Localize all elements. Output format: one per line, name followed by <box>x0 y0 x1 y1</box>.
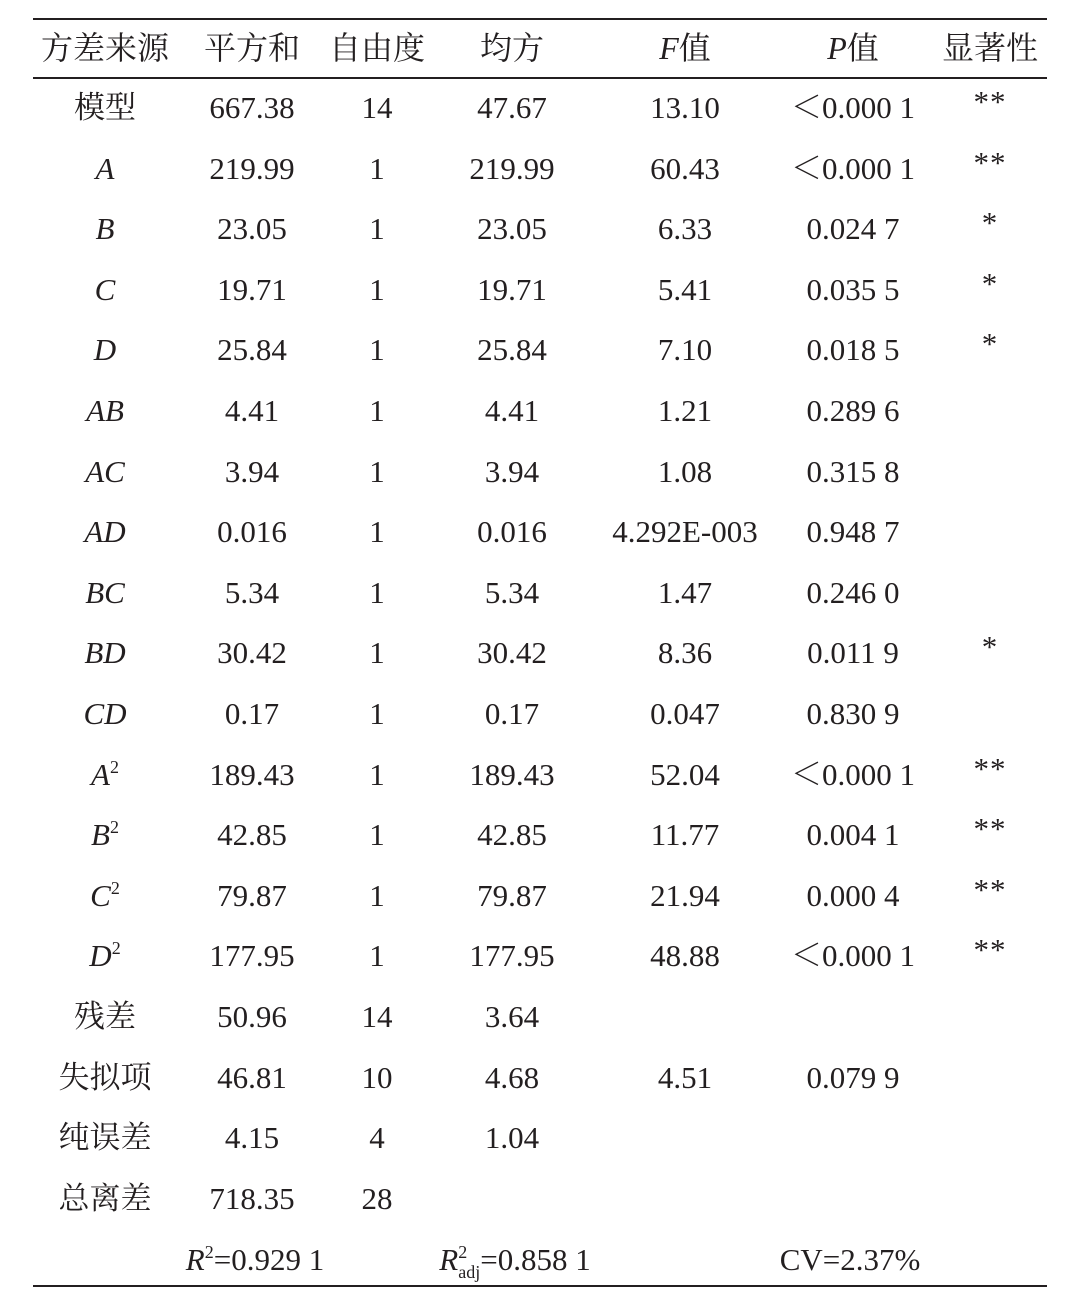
cell-mean-square-text: 4.68 <box>484 1059 540 1095</box>
cell-f-value-text: 1.47 <box>657 574 713 610</box>
cell-f-value-text: 4.51 <box>657 1059 713 1095</box>
source-label: 模型 <box>74 90 136 125</box>
cell-p-value-text: ＜0.000 1 <box>791 756 915 792</box>
cell-degrees-of-freedom <box>327 139 427 199</box>
cell-mean-square-text: 30.42 <box>477 635 547 671</box>
header-degrees-of-freedom: 自由度 <box>328 30 425 66</box>
cell-degrees-of-freedom-text: 1 <box>369 514 385 550</box>
cell-sum-of-squares-text: 4.41 <box>224 393 280 428</box>
cell-significance <box>933 78 1047 138</box>
cell-mean-square-text: 47.67 <box>477 90 547 125</box>
cell-significance-text: ** <box>973 144 1007 180</box>
cell-p-value-text: ＜0.000 1 <box>791 938 915 974</box>
header-significance: 显著性 <box>941 30 1038 66</box>
source-label: BC <box>85 574 125 610</box>
source-label: 纯误差 <box>58 1120 152 1156</box>
cell-degrees-of-freedom-text: 1 <box>369 211 385 247</box>
cell-mean-square <box>427 139 597 199</box>
cell-mean-square-text: 79.87 <box>477 877 547 913</box>
cell-source <box>33 987 177 1047</box>
cell-sum-of-squares <box>177 260 327 320</box>
cell-p-value-text: 0.948 7 <box>806 514 900 550</box>
cell-degrees-of-freedom-text: 14 <box>361 999 393 1034</box>
cell-sum-of-squares <box>177 1108 327 1168</box>
cell-significance <box>933 805 1047 865</box>
cell-f-value-text: 21.94 <box>650 877 720 913</box>
cell-mean-square <box>427 684 597 744</box>
cell-p-value <box>773 805 933 865</box>
cell-sum-of-squares-text: 42.85 <box>217 817 287 853</box>
source-label: B <box>95 211 115 247</box>
table-row <box>0 381 1081 441</box>
table-row <box>0 926 1081 986</box>
cell-significance <box>933 987 1047 1047</box>
cell-p-value-text: 0.024 7 <box>806 211 900 247</box>
cell-f-value <box>597 745 773 805</box>
cell-f-value-text: 60.43 <box>650 150 720 186</box>
cell-significance <box>933 1048 1047 1108</box>
cell-sum-of-squares-text: 718.35 <box>209 1180 295 1216</box>
header-p-letter: P <box>827 30 847 66</box>
cell-significance <box>933 563 1047 623</box>
table-row <box>0 805 1081 865</box>
cell-significance-text: ** <box>973 750 1007 786</box>
cell-p-value <box>773 260 933 320</box>
cell-degrees-of-freedom <box>327 745 427 805</box>
cell-degrees-of-freedom <box>327 805 427 865</box>
cell-f-value-text: 6.33 <box>657 211 713 247</box>
cell-mean-square <box>427 866 597 926</box>
cell-mean-square-text: 23.05 <box>477 211 547 247</box>
cell-degrees-of-freedom-text: 28 <box>361 1180 393 1216</box>
cell-degrees-of-freedom <box>327 1169 427 1229</box>
cell-significance <box>933 684 1047 744</box>
bottom-rule <box>33 1285 1047 1287</box>
cell-mean-square <box>427 199 597 259</box>
cell-sum-of-squares <box>177 623 327 683</box>
header-row <box>0 18 1081 78</box>
cell-degrees-of-freedom <box>327 1048 427 1108</box>
table-row <box>0 987 1081 1047</box>
cell-source <box>33 745 177 805</box>
cell-p-value <box>773 502 933 562</box>
cell-significance-text: * <box>981 629 999 665</box>
cell-sum-of-squares-text: 46.81 <box>217 1059 287 1095</box>
cell-degrees-of-freedom <box>327 78 427 138</box>
cell-significance-text: ** <box>973 84 1007 119</box>
source-label: AB <box>86 393 124 428</box>
table-row <box>0 260 1081 320</box>
r2-letter: R <box>185 1242 205 1277</box>
cell-source <box>33 926 177 986</box>
header-p-value <box>773 18 933 78</box>
table-row <box>0 139 1081 199</box>
cell-f-value <box>597 866 773 926</box>
cell-p-value <box>773 745 933 805</box>
table-row <box>0 320 1081 380</box>
cell-mean-square <box>427 805 597 865</box>
cell-mean-square <box>427 260 597 320</box>
cell-p-value-text: ＜0.000 1 <box>791 150 915 186</box>
cell-source <box>33 320 177 380</box>
cell-degrees-of-freedom <box>327 199 427 259</box>
cell-mean-square <box>427 623 597 683</box>
cell-mean-square-text: 0.016 <box>477 514 547 550</box>
source-label: A <box>95 150 115 186</box>
cell-sum-of-squares-text: 23.05 <box>217 211 287 247</box>
cell-mean-square <box>427 563 597 623</box>
cell-significance-text: * <box>981 326 999 362</box>
cell-sum-of-squares <box>177 1048 327 1108</box>
cell-mean-square-text: 3.64 <box>484 999 540 1034</box>
cell-f-value <box>597 684 773 744</box>
cell-p-value <box>773 866 933 926</box>
cell-f-value <box>597 78 773 138</box>
table-row <box>0 745 1081 805</box>
footer-row <box>0 1230 1081 1290</box>
cell-p-value-text: 0.004 1 <box>806 817 900 853</box>
cell-degrees-of-freedom-text: 1 <box>369 332 385 368</box>
table-row <box>0 866 1081 926</box>
r2-value: =0.929 1 <box>213 1242 325 1277</box>
cell-degrees-of-freedom <box>327 381 427 441</box>
table-row <box>0 1108 1081 1168</box>
cell-mean-square <box>427 502 597 562</box>
cell-source <box>33 260 177 320</box>
cell-p-value <box>773 442 933 502</box>
cell-source <box>33 78 177 138</box>
cell-degrees-of-freedom-text: 1 <box>369 877 385 913</box>
cell-f-value-text: 7.10 <box>657 332 713 368</box>
cell-p-value <box>773 987 933 1047</box>
cell-f-value <box>597 1108 773 1168</box>
cell-degrees-of-freedom-text: 1 <box>369 938 385 974</box>
cell-source <box>33 381 177 441</box>
cell-degrees-of-freedom-text: 1 <box>369 150 385 186</box>
cell-sum-of-squares <box>177 987 327 1047</box>
cell-sum-of-squares-text: 4.15 <box>224 1120 280 1156</box>
cell-sum-of-squares <box>177 926 327 986</box>
header-p-suffix: 值 <box>846 30 879 66</box>
cell-mean-square-text: 3.94 <box>484 453 540 489</box>
cell-significance <box>933 926 1047 986</box>
cell-mean-square <box>427 926 597 986</box>
table-row <box>0 1048 1081 1108</box>
cell-sum-of-squares-text: 667.38 <box>209 90 295 125</box>
cell-sum-of-squares <box>177 199 327 259</box>
cell-f-value-text: 8.36 <box>657 635 713 671</box>
cell-mean-square <box>427 1108 597 1168</box>
cell-degrees-of-freedom <box>327 987 427 1047</box>
cell-f-value <box>597 1048 773 1108</box>
cell-p-value <box>773 623 933 683</box>
header-mean-square: 均方 <box>479 30 544 66</box>
cell-degrees-of-freedom-text: 1 <box>369 393 385 428</box>
cell-p-value <box>773 78 933 138</box>
cell-sum-of-squares <box>177 139 327 199</box>
cell-sum-of-squares-text: 177.95 <box>209 938 295 974</box>
table-row <box>0 78 1081 138</box>
cell-source <box>33 866 177 926</box>
cell-significance <box>933 442 1047 502</box>
header-source: 方差来源 <box>40 30 169 66</box>
cell-sum-of-squares <box>177 684 327 744</box>
cell-mean-square-text: 0.17 <box>484 696 540 731</box>
cell-p-value-text: ＜0.000 1 <box>791 90 915 125</box>
cell-degrees-of-freedom <box>327 502 427 562</box>
header-f-suffix: 值 <box>678 30 711 66</box>
cell-sum-of-squares <box>177 381 327 441</box>
cell-degrees-of-freedom <box>327 320 427 380</box>
cell-mean-square <box>427 442 597 502</box>
cell-source <box>33 684 177 744</box>
cell-sum-of-squares-text: 0.016 <box>217 514 287 550</box>
cell-mean-square <box>427 745 597 805</box>
cell-f-value <box>597 563 773 623</box>
cell-p-value-text: 0.315 8 <box>806 453 900 489</box>
cell-p-value-text: 0.000 4 <box>806 877 900 913</box>
cell-degrees-of-freedom-text: 1 <box>369 817 385 853</box>
cell-significance <box>933 381 1047 441</box>
cell-p-value <box>773 563 933 623</box>
cell-p-value-text: 0.018 5 <box>806 332 900 368</box>
cell-source <box>33 199 177 259</box>
cell-significance <box>933 1169 1047 1229</box>
cell-p-value-text: 0.079 9 <box>806 1059 900 1095</box>
cell-sum-of-squares <box>177 866 327 926</box>
cell-source <box>33 139 177 199</box>
source-label: C <box>94 271 116 307</box>
cell-mean-square-text: 5.34 <box>484 574 540 610</box>
cell-significance <box>933 139 1047 199</box>
cell-sum-of-squares <box>177 320 327 380</box>
cell-degrees-of-freedom-text: 14 <box>361 90 393 125</box>
cell-sum-of-squares <box>177 1169 327 1229</box>
cell-source <box>33 1048 177 1108</box>
cell-source <box>33 1169 177 1229</box>
cell-p-value <box>773 1108 933 1168</box>
cell-f-value-text: 1.08 <box>657 453 713 489</box>
cell-sum-of-squares-text: 25.84 <box>217 332 287 368</box>
cell-p-value <box>773 1169 933 1229</box>
source-superscript: 2 <box>109 817 119 838</box>
cell-sum-of-squares-text: 0.17 <box>224 696 280 731</box>
cell-degrees-of-freedom <box>327 684 427 744</box>
cell-mean-square-text: 189.43 <box>469 756 555 792</box>
table-row <box>0 623 1081 683</box>
cell-p-value <box>773 381 933 441</box>
r2-superscript: 2 <box>204 1242 214 1262</box>
cell-mean-square <box>427 78 597 138</box>
cell-f-value <box>597 623 773 683</box>
cell-sum-of-squares-text: 3.94 <box>224 453 280 489</box>
source-label: 残差 <box>74 999 136 1034</box>
cell-mean-square-text: 4.41 <box>484 393 540 428</box>
cell-degrees-of-freedom-text: 1 <box>369 453 385 489</box>
cell-degrees-of-freedom <box>327 623 427 683</box>
cell-significance <box>933 260 1047 320</box>
r-squared <box>140 1230 370 1290</box>
cell-f-value <box>597 260 773 320</box>
cell-significance-text: * <box>981 265 999 301</box>
cell-mean-square <box>427 320 597 380</box>
cell-p-value <box>773 1048 933 1108</box>
cell-degrees-of-freedom-text: 1 <box>369 271 385 307</box>
table-row <box>0 502 1081 562</box>
header-f-value <box>597 18 773 78</box>
cell-sum-of-squares-text: 30.42 <box>217 635 287 671</box>
cell-mean-square <box>427 381 597 441</box>
cell-source <box>33 442 177 502</box>
cell-sum-of-squares <box>177 805 327 865</box>
cell-sum-of-squares-text: 5.34 <box>224 574 280 610</box>
source-label: 总离差 <box>58 1180 152 1216</box>
source-label: B <box>91 817 110 853</box>
source-label: BD <box>84 635 126 671</box>
cell-significance <box>933 502 1047 562</box>
cell-f-value <box>597 139 773 199</box>
cell-degrees-of-freedom-text: 1 <box>369 574 385 610</box>
header-f-letter: F <box>659 30 679 66</box>
cell-degrees-of-freedom <box>327 1108 427 1168</box>
cell-f-value <box>597 987 773 1047</box>
cell-f-value-text: 48.88 <box>650 938 720 974</box>
cell-sum-of-squares-text: 50.96 <box>217 999 287 1034</box>
source-superscript: 2 <box>110 877 120 898</box>
cell-p-value-text: 0.289 6 <box>806 393 900 428</box>
table-row <box>0 684 1081 744</box>
table-row <box>0 442 1081 502</box>
cell-sum-of-squares <box>177 78 327 138</box>
cell-significance <box>933 1108 1047 1168</box>
cell-f-value-text: 11.77 <box>650 817 720 853</box>
cell-significance-text: ** <box>973 871 1007 907</box>
cell-f-value-text: 1.21 <box>657 393 713 428</box>
cell-sum-of-squares-text: 19.71 <box>217 271 287 307</box>
cell-sum-of-squares <box>177 502 327 562</box>
cell-degrees-of-freedom-text: 4 <box>369 1120 385 1156</box>
r2adj-value: =0.858 1 <box>480 1242 591 1277</box>
cell-mean-square-text: 42.85 <box>477 817 547 853</box>
cell-mean-square <box>427 1169 597 1229</box>
cell-f-value-text: 5.41 <box>657 271 713 307</box>
r2adj-superscript: 2 <box>458 1242 468 1262</box>
cell-significance-text: * <box>981 205 999 241</box>
cell-f-value-text: 0.047 <box>650 696 720 731</box>
cell-sum-of-squares-text: 219.99 <box>209 150 295 186</box>
cell-degrees-of-freedom <box>327 563 427 623</box>
cell-f-value <box>597 381 773 441</box>
cell-f-value-text: 4.292E-003 <box>612 514 758 550</box>
cell-source <box>33 563 177 623</box>
source-superscript: 2 <box>111 938 121 959</box>
cell-source <box>33 502 177 562</box>
cell-mean-square-text: 219.99 <box>469 150 555 186</box>
r2adj-subscript: adj <box>458 1262 481 1282</box>
cell-degrees-of-freedom <box>327 866 427 926</box>
table-row <box>0 1169 1081 1229</box>
cell-p-value <box>773 139 933 199</box>
cell-significance <box>933 199 1047 259</box>
cell-source <box>33 623 177 683</box>
source-label: CD <box>83 696 127 731</box>
cell-source <box>33 1108 177 1168</box>
source-superscript: 2 <box>109 756 119 777</box>
cell-sum-of-squares <box>177 745 327 805</box>
cell-p-value-text: 0.246 0 <box>806 574 900 610</box>
cell-degrees-of-freedom-text: 1 <box>369 635 385 671</box>
cell-significance <box>933 866 1047 926</box>
cell-sum-of-squares-text: 79.87 <box>217 877 287 913</box>
cell-p-value-text: 0.035 5 <box>806 271 900 307</box>
cell-mean-square <box>427 987 597 1047</box>
source-label: D <box>89 938 112 974</box>
cell-p-value <box>773 320 933 380</box>
table-row <box>0 563 1081 623</box>
cell-significance-text: ** <box>973 932 1007 968</box>
cell-significance <box>933 623 1047 683</box>
source-label: AD <box>84 514 126 550</box>
cell-f-value <box>597 442 773 502</box>
cell-significance <box>933 745 1047 805</box>
cell-f-value <box>597 805 773 865</box>
cell-f-value <box>597 1169 773 1229</box>
table-row <box>0 199 1081 259</box>
source-label: AC <box>85 453 125 489</box>
cell-degrees-of-freedom-text: 1 <box>369 756 385 792</box>
cell-degrees-of-freedom <box>327 442 427 502</box>
cell-sum-of-squares <box>177 442 327 502</box>
source-label: A <box>91 756 110 792</box>
cell-degrees-of-freedom <box>327 260 427 320</box>
cell-mean-square-text: 19.71 <box>477 271 547 307</box>
cell-p-value <box>773 199 933 259</box>
cell-degrees-of-freedom-text: 10 <box>361 1059 393 1095</box>
source-label: C <box>90 877 111 913</box>
cell-source <box>33 805 177 865</box>
cell-degrees-of-freedom-text: 1 <box>369 696 385 731</box>
cell-mean-square-text: 177.95 <box>469 938 555 974</box>
source-label: 失拟项 <box>58 1059 152 1095</box>
cell-mean-square-text: 1.04 <box>484 1120 540 1156</box>
cell-f-value <box>597 926 773 986</box>
cell-p-value <box>773 684 933 744</box>
cell-f-value <box>597 502 773 562</box>
r2adj-letter: R <box>439 1242 459 1277</box>
cell-mean-square <box>427 1048 597 1108</box>
header-sum-of-squares: 平方和 <box>203 30 300 66</box>
cell-significance <box>933 320 1047 380</box>
source-label: D <box>93 332 117 368</box>
cell-sum-of-squares <box>177 563 327 623</box>
r-squared-adjusted <box>400 1230 630 1290</box>
cell-p-value-text: 0.011 9 <box>807 635 899 671</box>
cell-f-value <box>597 199 773 259</box>
cell-degrees-of-freedom <box>327 926 427 986</box>
cell-p-value <box>773 926 933 986</box>
cell-p-value-text: 0.830 9 <box>806 696 900 731</box>
cell-f-value-text: 52.04 <box>650 756 720 792</box>
cell-mean-square-text: 25.84 <box>477 332 547 368</box>
coefficient-of-variation: CV=2.37% <box>779 1242 921 1277</box>
cell-sum-of-squares-text: 189.43 <box>209 756 295 792</box>
cell-f-value <box>597 320 773 380</box>
cell-f-value-text: 13.10 <box>650 90 720 125</box>
cell-significance-text: ** <box>973 811 1007 847</box>
